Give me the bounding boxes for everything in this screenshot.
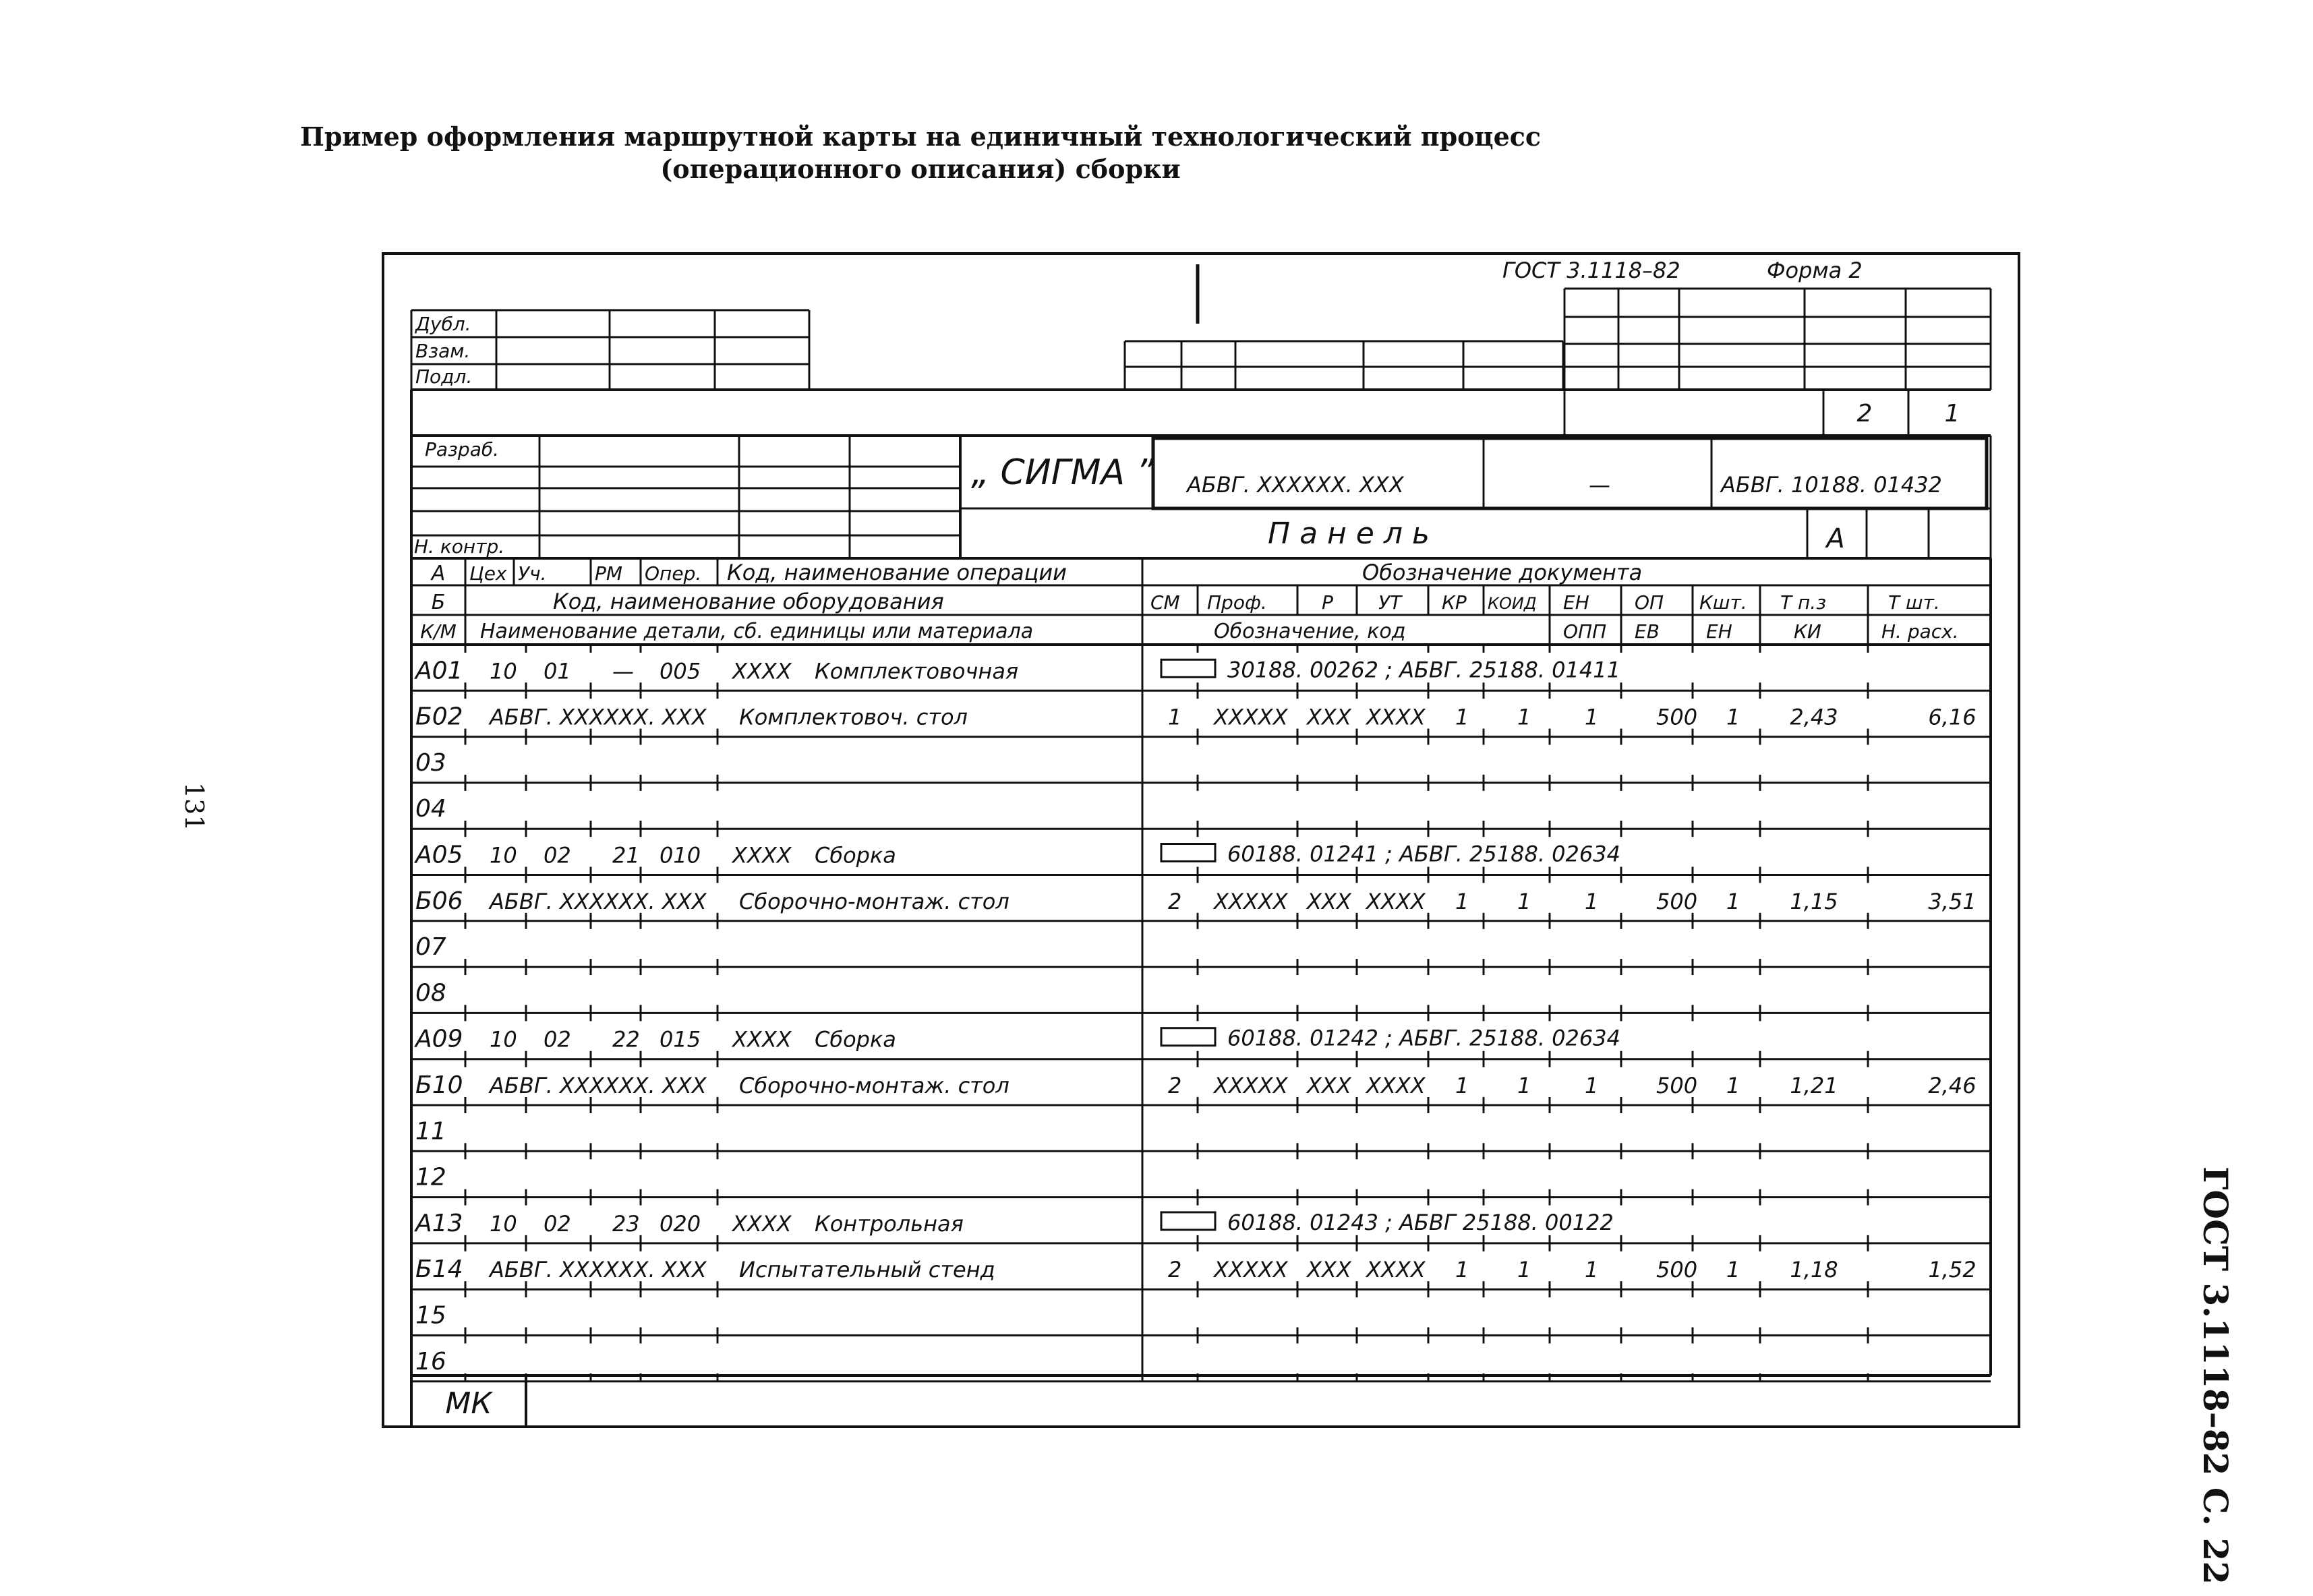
equipment-code: АБВГ. XXXXXX. XXX bbox=[490, 704, 707, 730]
op-cell: XXXX bbox=[732, 1210, 792, 1237]
norm-value: 6,16 bbox=[1928, 704, 1977, 730]
doc-ref: 60188. 01242 ; АБВГ. 25188. 02634 bbox=[1227, 1025, 1620, 1051]
norm-value: XXXX bbox=[1366, 1073, 1426, 1098]
norm-value: 1 bbox=[1455, 704, 1469, 730]
hdr-km: К/М bbox=[420, 620, 457, 643]
page-title-line-1: Пример оформления маршрутной карты на единичный технологический процесс bbox=[299, 121, 1542, 152]
doc-designation: АБВГ. 10188. 01432 bbox=[1721, 472, 1942, 498]
page-number: 131 bbox=[179, 782, 209, 831]
op-cell: Сборка bbox=[815, 1026, 896, 1053]
row-label: 16 bbox=[415, 1347, 446, 1376]
doc-code: АБВГ. XXXXXX. XXX bbox=[1187, 472, 1404, 498]
equipment-name: Комплектовоч. стол bbox=[739, 704, 968, 730]
org-name: „ СИГМА ” bbox=[971, 452, 1154, 493]
norm-value: 1 bbox=[1455, 1257, 1469, 1283]
n-kontr-label: Н. контр. bbox=[414, 535, 505, 558]
row-label: А05 bbox=[415, 841, 463, 869]
hdr-tst: Т шт. bbox=[1888, 591, 1940, 614]
equipment-name: Испытательный стенд bbox=[739, 1257, 995, 1283]
norm-value: 2 bbox=[1168, 1073, 1182, 1098]
norm-value: 1,18 bbox=[1790, 1257, 1838, 1283]
hdr-oboz: Обозначение, код bbox=[1214, 620, 1406, 643]
product-name: П а н е л ь bbox=[1268, 516, 1430, 551]
hdr-op: ОП bbox=[1635, 591, 1664, 614]
norm-value: 1 bbox=[1726, 888, 1740, 914]
op-cell: Сборка bbox=[815, 842, 896, 868]
norm-value: XXXX bbox=[1366, 1257, 1426, 1283]
norm-value: 1 bbox=[1585, 1257, 1599, 1283]
norm-value: 2 bbox=[1168, 1257, 1182, 1283]
page-title-line-2: (операционного описания) сборки bbox=[660, 154, 1181, 184]
doc-symbol bbox=[1161, 844, 1215, 862]
norm-value: 1 bbox=[1585, 1073, 1599, 1098]
vzam-label: Взам. bbox=[415, 340, 471, 362]
equipment-code: АБВГ. XXXXXX. XXX bbox=[490, 1257, 707, 1283]
hdr-prof: Проф. bbox=[1207, 591, 1267, 614]
norm-value: 1 bbox=[1517, 1073, 1531, 1098]
norm-value: 1 bbox=[1585, 704, 1599, 730]
doc-ref: 30188. 00262 ; АБВГ. 25188. 01411 bbox=[1227, 657, 1620, 683]
norm-value: 1 bbox=[1517, 888, 1531, 914]
row-label: Б06 bbox=[415, 887, 463, 915]
norm-value: 1 bbox=[1168, 704, 1182, 730]
norm-value: XXXX bbox=[1366, 888, 1426, 914]
doc-dash: — bbox=[1589, 472, 1610, 498]
norm-value: 1 bbox=[1517, 1257, 1531, 1283]
op-cell: 005 bbox=[660, 658, 701, 684]
row-label: Б02 bbox=[415, 703, 463, 731]
row-label: А09 bbox=[415, 1025, 463, 1053]
norm-value: 1 bbox=[1585, 888, 1599, 914]
hdr-uch: Уч. bbox=[518, 562, 547, 585]
equipment-code: АБВГ. XXXXXX. XXX bbox=[490, 1073, 707, 1098]
hdr-oper: Опер. bbox=[645, 562, 702, 585]
sheet-number: 1 bbox=[1944, 400, 1960, 427]
row-label: 08 bbox=[415, 979, 446, 1007]
op-cell: 10 bbox=[490, 1210, 517, 1237]
norm-value: 2 bbox=[1168, 888, 1182, 914]
op-cell: Контрольная bbox=[815, 1210, 964, 1237]
norm-value: 1 bbox=[1455, 1073, 1469, 1098]
norm-value: XXX bbox=[1307, 1073, 1351, 1098]
hdr-nrash: Н. расх. bbox=[1881, 620, 1959, 643]
hdr-a: А bbox=[431, 562, 446, 585]
hdr-ev: ЕВ bbox=[1635, 620, 1660, 643]
hdr-ut: УТ bbox=[1378, 591, 1402, 614]
op-cell: 02 bbox=[544, 1210, 571, 1237]
op-cell: 23 bbox=[612, 1210, 640, 1237]
norm-value: 2,43 bbox=[1790, 704, 1838, 730]
gost-label: ГОСТ 3.1118–82 bbox=[1502, 258, 1680, 283]
norm-value: XXXXX bbox=[1214, 1073, 1288, 1098]
sheets-total: 2 bbox=[1856, 400, 1873, 427]
forma-label: Форма 2 bbox=[1767, 258, 1863, 283]
hdr-sm: СМ bbox=[1150, 591, 1180, 614]
op-cell: 02 bbox=[544, 1026, 571, 1053]
hdr-tpz: Т п.з bbox=[1780, 591, 1827, 614]
hdr-koid: КОИД bbox=[1488, 594, 1537, 613]
podl-label: Подл. bbox=[415, 365, 473, 388]
dubl-label: Дубл. bbox=[415, 313, 471, 335]
row-label: 07 bbox=[415, 933, 446, 962]
norm-value: 500 bbox=[1656, 888, 1698, 914]
row-label: А13 bbox=[415, 1209, 463, 1237]
op-cell: 01 bbox=[544, 658, 571, 684]
norm-value: 2,46 bbox=[1928, 1073, 1977, 1098]
outer-frame bbox=[383, 254, 2019, 1427]
row-label: 04 bbox=[415, 795, 446, 823]
hdr-kod-eq: Код, наименование оборудования bbox=[553, 589, 944, 614]
op-cell: 10 bbox=[490, 842, 517, 868]
norm-value: 1 bbox=[1726, 1073, 1740, 1098]
hdr-kod-name: Код, наименование операции bbox=[727, 560, 1067, 585]
op-cell: 10 bbox=[490, 658, 517, 684]
op-cell: 015 bbox=[660, 1026, 701, 1053]
row-label: Б10 bbox=[415, 1071, 463, 1099]
norm-value: 1,15 bbox=[1790, 888, 1838, 914]
norm-value: 1 bbox=[1726, 704, 1740, 730]
hdr-kr: КР bbox=[1442, 591, 1467, 614]
op-cell: XXXX bbox=[732, 658, 792, 684]
gost-footer: ГОСТ 3.1118–82 С. 22 bbox=[2196, 1166, 2235, 1585]
norm-value: 1,21 bbox=[1790, 1073, 1838, 1098]
hdr-km-en: ЕН bbox=[1706, 620, 1732, 643]
op-cell: 21 bbox=[612, 842, 640, 868]
hdr-name: Наименование детали, сб. единицы или материала bbox=[480, 620, 1034, 643]
row-label: Б14 bbox=[415, 1255, 463, 1284]
norm-value: XXX bbox=[1307, 704, 1351, 730]
row-label: 03 bbox=[415, 748, 446, 777]
row-label: 12 bbox=[415, 1163, 446, 1191]
norm-value: XXXXX bbox=[1214, 704, 1288, 730]
row-label: 15 bbox=[415, 1301, 446, 1330]
hdr-r: Р bbox=[1322, 591, 1333, 614]
row-label: 11 bbox=[415, 1117, 446, 1146]
op-cell: 010 bbox=[660, 842, 701, 868]
doc-ref: 60188. 01241 ; АБВГ. 25188. 02634 bbox=[1227, 841, 1620, 867]
norm-value: 500 bbox=[1656, 704, 1698, 730]
norm-value: XXX bbox=[1307, 888, 1351, 914]
hdr-ceh: Цех bbox=[469, 562, 507, 585]
hdr-opp: ОПП bbox=[1563, 620, 1607, 643]
row-label: А01 bbox=[415, 657, 463, 685]
lit-label: А bbox=[1826, 523, 1845, 554]
norm-value: 500 bbox=[1656, 1257, 1698, 1283]
hdr-ki: КИ bbox=[1794, 620, 1821, 643]
op-cell: XXXX bbox=[732, 1026, 792, 1053]
norm-value: 500 bbox=[1656, 1073, 1698, 1098]
hdr-kst: Кшт. bbox=[1699, 591, 1747, 614]
norm-value: 3,51 bbox=[1928, 888, 1977, 914]
op-cell: — bbox=[612, 658, 634, 684]
doc-ref: 60188. 01243 ; АБВГ 25188. 00122 bbox=[1227, 1209, 1614, 1235]
hdr-doc: Обозначение документа bbox=[1362, 560, 1643, 585]
norm-value: 1,52 bbox=[1928, 1257, 1977, 1283]
hdr-rm: РМ bbox=[595, 562, 623, 585]
doc-symbol bbox=[1161, 1212, 1215, 1230]
equipment-name: Сборочно-монтаж. стол bbox=[739, 1073, 1009, 1098]
equipment-code: АБВГ. XXXXXX. XXX bbox=[490, 888, 707, 914]
mk-label: МК bbox=[445, 1386, 492, 1421]
norm-value: XXX bbox=[1307, 1257, 1351, 1283]
razrab-label: Разраб. bbox=[425, 438, 500, 461]
norm-value: XXXXX bbox=[1214, 888, 1288, 914]
doc-symbol bbox=[1161, 659, 1215, 677]
op-cell: 22 bbox=[612, 1026, 640, 1053]
op-cell: 020 bbox=[660, 1210, 701, 1237]
doc-symbol bbox=[1161, 1028, 1215, 1046]
hdr-en: ЕН bbox=[1563, 591, 1589, 614]
equipment-name: Сборочно-монтаж. стол bbox=[739, 888, 1009, 914]
norm-value: 1 bbox=[1455, 888, 1469, 914]
op-cell: 10 bbox=[490, 1026, 517, 1053]
norm-value: XXXX bbox=[1366, 704, 1426, 730]
norm-value: 1 bbox=[1726, 1257, 1740, 1283]
norm-value: XXXXX bbox=[1214, 1257, 1288, 1283]
op-cell: Комплектовочная bbox=[815, 658, 1019, 684]
op-cell: 02 bbox=[544, 842, 571, 868]
op-cell: XXXX bbox=[732, 842, 792, 868]
hdr-b: Б bbox=[431, 591, 446, 614]
norm-value: 1 bbox=[1517, 704, 1531, 730]
